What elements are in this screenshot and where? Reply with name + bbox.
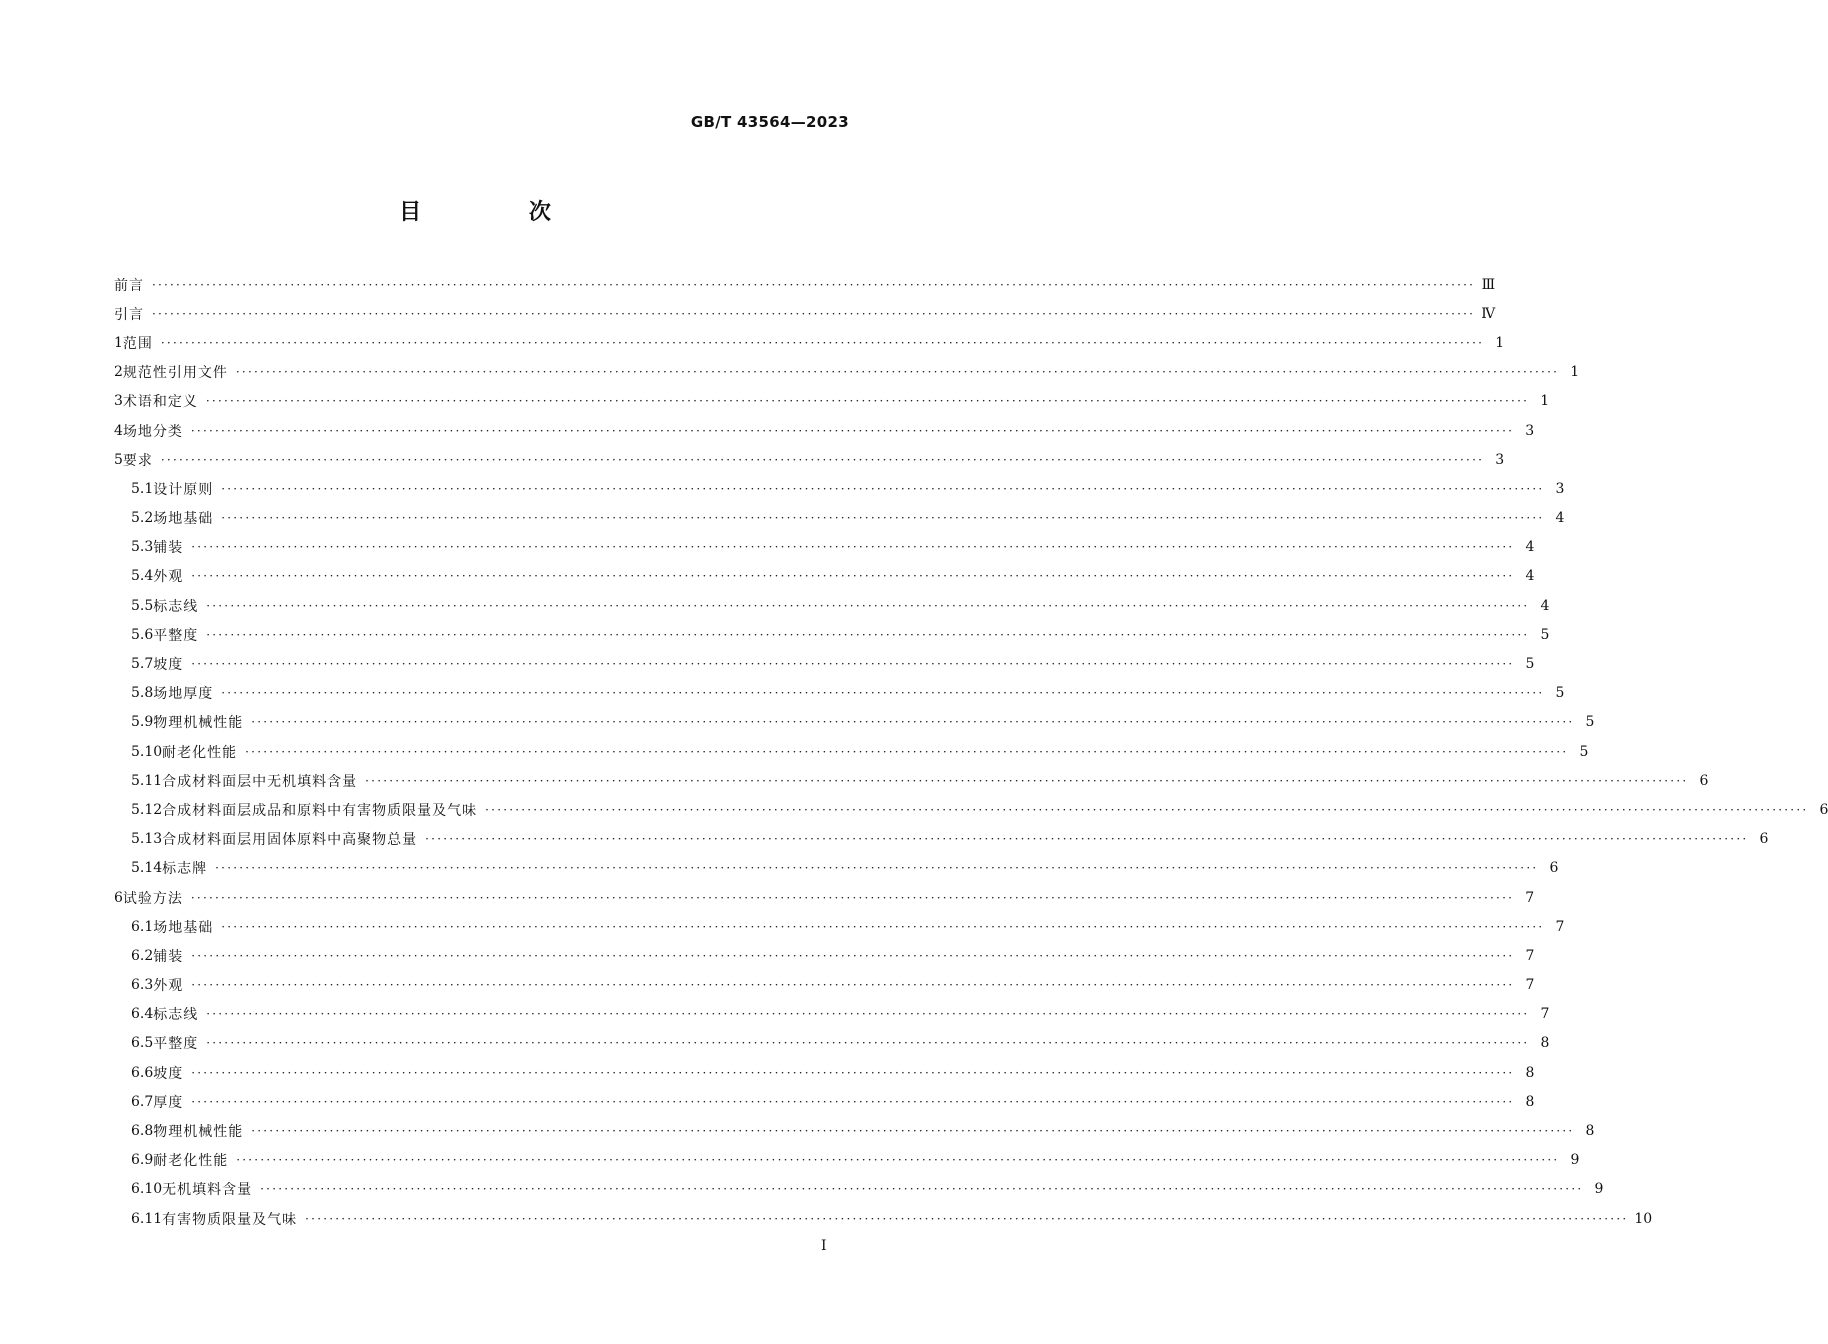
- toc-entry[interactable]: [114, 883, 1535, 912]
- toc-leader-dots: ····························································································································································································································: [190, 890, 1515, 905]
- toc-leader-dots: ····························································································································································································································: [206, 1007, 1530, 1022]
- toc-entry-label: 外观: [153, 569, 184, 586]
- toc-leader-dots: ····························································································································································································································: [365, 773, 1689, 788]
- toc-entry-number: 5.6: [131, 626, 154, 643]
- toc-leader-dots: ····························································································································································································································: [235, 365, 1560, 380]
- toc-entry-number: 5.3: [131, 539, 154, 556]
- toc-entry[interactable]: [114, 504, 1565, 533]
- toc-entry[interactable]: [114, 620, 1550, 649]
- toc-entry-number: 6.9: [131, 1152, 154, 1169]
- toc-entry-label: 要求: [122, 452, 153, 469]
- toc-entry[interactable]: [114, 679, 1565, 708]
- toc-entry-page: 3: [1525, 422, 1535, 439]
- toc-entry-page: 5: [1585, 714, 1595, 731]
- toc-entry-page: 8: [1540, 1035, 1550, 1052]
- toc-entry-number: 2: [114, 364, 123, 381]
- toc-entry-label: 有害物质限量及气味: [162, 1211, 298, 1228]
- toc-entry-page: 6: [1549, 860, 1559, 877]
- toc-entry-page: 8: [1585, 1123, 1595, 1140]
- toc-entry-number: 6.11: [131, 1210, 163, 1227]
- toc-entry-label: 铺装: [153, 948, 184, 965]
- toc-leader-dots: ····························································································································································································································: [236, 1153, 1560, 1168]
- toc-entry-number: 6.1: [131, 918, 154, 935]
- toc-entry[interactable]: [114, 941, 1535, 970]
- toc-entry-number: 6.3: [131, 977, 154, 994]
- toc-entry-label: 标志线: [153, 1007, 199, 1024]
- toc-entry-number: 5.13: [131, 831, 163, 848]
- toc-entry-label: 耐老化性能: [153, 1153, 229, 1170]
- toc-leader-dots: ····························································································································································································································: [191, 978, 1515, 993]
- toc-entry-label: 场地分类: [122, 423, 183, 440]
- toc-entry[interactable]: [114, 445, 1505, 474]
- toc-entry-label: 试验方法: [122, 890, 183, 907]
- toc-entry-page: 5: [1525, 656, 1535, 673]
- toc-entry[interactable]: [114, 474, 1565, 503]
- toc-entry-page: 4: [1525, 539, 1535, 556]
- page-number: I: [821, 1238, 827, 1254]
- toc-entry[interactable]: [114, 328, 1505, 357]
- toc-entry-number: 5.10: [131, 743, 163, 760]
- standard-number: GB/T 43564—2023: [690, 113, 849, 131]
- toc-leader-dots: ····························································································································································································································: [206, 1036, 1530, 1051]
- toc-leader-dots: ····························································································································································································································: [251, 715, 1575, 730]
- toc-entry-page: 4: [1555, 510, 1565, 527]
- toc-leader-dots: ····························································································································································································································: [152, 277, 1476, 292]
- toc-entry-page: 9: [1570, 1152, 1580, 1169]
- toc-entry-page: 10: [1634, 1210, 1653, 1227]
- toc-entry-label: 外观: [153, 978, 184, 995]
- toc-entry[interactable]: [114, 416, 1535, 445]
- toc-entry-number: 5.12: [131, 801, 163, 818]
- toc-entry-page: 3: [1555, 480, 1565, 497]
- toc-entry[interactable]: [114, 795, 1828, 824]
- toc-leader-dots: ····························································································································································································································: [221, 511, 1545, 526]
- toc-entry[interactable]: [114, 649, 1535, 678]
- toc-entry-number: 6.6: [131, 1064, 154, 1081]
- toc-leader-dots: ····························································································································································································································: [160, 452, 1485, 467]
- toc-entry-number: 3: [114, 393, 123, 410]
- toc-entry-label: 场地厚度: [153, 686, 214, 703]
- toc-entry-number: 6.8: [131, 1123, 154, 1140]
- toc-entry-number: 5.1: [131, 480, 154, 497]
- toc-entry-page: Ⅳ: [1481, 305, 1496, 322]
- toc-entry[interactable]: [114, 1029, 1550, 1058]
- toc-entry-label: 标志线: [153, 598, 199, 615]
- toc-leader-dots: ····························································································································································································································: [205, 394, 1530, 409]
- toc-entry-page: 3: [1495, 451, 1505, 468]
- toc-leader-dots: ····························································································································································································································: [191, 948, 1515, 963]
- toc-entry[interactable]: [114, 387, 1550, 416]
- toc-leader-dots: ····························································································································································································································: [251, 1124, 1575, 1139]
- toc-entry-number: 5.7: [131, 656, 154, 673]
- toc-entry-number: 6.4: [131, 1006, 154, 1023]
- toc-leader-dots: ····························································································································································································································: [245, 744, 1569, 759]
- toc-entry-label: 厚度: [153, 1094, 184, 1111]
- toc-leader-dots: ····························································································································································································································: [221, 481, 1545, 496]
- toc-leader-dots: ····························································································································································································································: [191, 657, 1515, 672]
- toc-entry[interactable]: [114, 708, 1595, 737]
- toc-entry[interactable]: [114, 358, 1580, 387]
- toc-entry-label: 合成材料面层成品和原料中有害物质限量及气味: [162, 802, 478, 819]
- toc-entry-page: 7: [1540, 1006, 1550, 1023]
- toc-entry-page: 6: [1699, 772, 1709, 789]
- toc-entry-number: 5: [114, 451, 123, 468]
- toc-entry[interactable]: [114, 912, 1565, 941]
- toc-entry-label: 物理机械性能: [153, 1124, 244, 1141]
- toc-entry-label: 场地基础: [153, 511, 214, 528]
- toc-entry-label: 标志牌: [162, 861, 208, 878]
- toc-entry-page: 6: [1819, 801, 1828, 818]
- toc-entry[interactable]: [114, 533, 1535, 562]
- toc-entry-label: 场地基础: [153, 919, 214, 936]
- toc-entry-page: 8: [1525, 1093, 1535, 1110]
- toc-entry-page: 7: [1525, 947, 1535, 964]
- toc-leader-dots: ····························································································································································································································: [160, 335, 1485, 350]
- toc-entry[interactable]: [114, 971, 1535, 1000]
- toc-entry[interactable]: [114, 1000, 1550, 1029]
- toc-leader-dots: ····························································································································································································································: [191, 540, 1515, 555]
- toc-entry-page: 7: [1555, 918, 1565, 935]
- toc-entry-number: 5.2: [131, 510, 154, 527]
- toc-entry-label: 规范性引用文件: [122, 365, 228, 382]
- toc-leader-dots: ····························································································································································································································: [206, 627, 1530, 642]
- toc-entry-number: 5.8: [131, 685, 154, 702]
- toc-entry-page: 7: [1525, 889, 1535, 906]
- toc-entry[interactable]: [114, 1175, 1604, 1204]
- toc-entry-label: 耐老化性能: [162, 744, 238, 761]
- toc-entry-number: 5.14: [131, 860, 163, 877]
- toc-entry[interactable]: [114, 854, 1559, 883]
- toc-entry[interactable]: [114, 562, 1535, 591]
- toc-entry-page: 5: [1579, 743, 1589, 760]
- toc-entry-label: 前言: [114, 277, 144, 294]
- toc-entry-label: 坡度: [153, 657, 184, 674]
- toc-entry-number: 6.5: [131, 1035, 154, 1052]
- toc-entry-number: 6.10: [131, 1181, 163, 1198]
- table-of-contents: [114, 270, 1828, 1233]
- toc-entry-number: 6: [114, 889, 123, 906]
- toc-entry-number: 1: [114, 334, 123, 351]
- toc-entry-page: 4: [1525, 568, 1535, 585]
- toc-entry-label: 坡度: [153, 1065, 184, 1082]
- toc-entry-label: 无机填料含量: [162, 1182, 253, 1199]
- toc-leader-dots: ····························································································································································································································: [215, 861, 1539, 876]
- page-title: 目 次: [399, 200, 601, 225]
- toc-entry-label: 合成材料面层中无机填料含量: [162, 773, 358, 790]
- toc-leader-dots: ····························································································································································································································: [190, 423, 1515, 438]
- toc-entry-page: 1: [1495, 334, 1505, 351]
- toc-entry-label: 平整度: [153, 1036, 199, 1053]
- toc-entry[interactable]: [114, 1058, 1535, 1087]
- toc-entry-page: 1: [1570, 364, 1580, 381]
- toc-entry-page: 6: [1759, 831, 1769, 848]
- toc-entry-label: 铺装: [153, 540, 184, 557]
- toc-entry-number: 5.9: [131, 714, 154, 731]
- toc-entry-number: 6.2: [131, 947, 154, 964]
- toc-leader-dots: ····························································································································································································································: [260, 1182, 1584, 1197]
- toc-entry-page: Ⅲ: [1481, 276, 1496, 293]
- toc-entry[interactable]: [114, 591, 1550, 620]
- toc-leader-dots: ····························································································································································································································: [305, 1211, 1629, 1226]
- toc-entry[interactable]: [114, 1116, 1595, 1145]
- toc-entry-label: 设计原则: [153, 481, 214, 498]
- toc-leader-dots: ····························································································································································································································: [425, 832, 1749, 847]
- toc-entry[interactable]: [114, 737, 1589, 766]
- toc-entry-page: 5: [1555, 685, 1565, 702]
- toc-entry[interactable]: [114, 766, 1709, 795]
- toc-leader-dots: ····························································································································································································································: [191, 1094, 1515, 1109]
- toc-leader-dots: ····························································································································································································································: [221, 686, 1545, 701]
- toc-entry-number: 5.11: [131, 772, 163, 789]
- toc-entry-page: 5: [1540, 626, 1550, 643]
- toc-entry-label: 术语和定义: [122, 394, 198, 411]
- toc-entry-label: 平整度: [153, 627, 199, 644]
- toc-leader-dots: ····························································································································································································································: [191, 1065, 1515, 1080]
- toc-entry[interactable]: [114, 1146, 1580, 1175]
- toc-entry-page: 8: [1525, 1064, 1535, 1081]
- toc-entry-label: 物理机械性能: [153, 715, 244, 732]
- toc-entry-label: 合成材料面层用固体原料中高聚物总量: [162, 832, 418, 849]
- toc-entry-number: 6.7: [131, 1093, 154, 1110]
- toc-entry-page: 4: [1540, 597, 1550, 614]
- toc-entry-number: 5.4: [131, 568, 154, 585]
- toc-leader-dots: ····························································································································································································································: [152, 306, 1476, 321]
- toc-leader-dots: ····························································································································································································································: [485, 802, 1809, 817]
- toc-entry-page: 7: [1525, 977, 1535, 994]
- toc-entry-page: 9: [1594, 1181, 1604, 1198]
- toc-leader-dots: ····························································································································································································································: [191, 569, 1515, 584]
- toc-entry-label: 引言: [114, 306, 144, 323]
- toc-entry-number: 5.5: [131, 597, 154, 614]
- toc-entry[interactable]: [114, 1204, 1653, 1233]
- toc-entry[interactable]: [114, 299, 1496, 328]
- toc-entry-page: 1: [1540, 393, 1550, 410]
- toc-entry[interactable]: [114, 270, 1496, 299]
- toc-entry[interactable]: [114, 1087, 1535, 1116]
- toc-leader-dots: ····························································································································································································································: [221, 919, 1545, 934]
- toc-entry-number: 4: [114, 422, 123, 439]
- toc-entry[interactable]: [114, 825, 1769, 854]
- toc-entry-label: 范围: [122, 335, 153, 352]
- toc-leader-dots: ····························································································································································································································: [206, 598, 1530, 613]
